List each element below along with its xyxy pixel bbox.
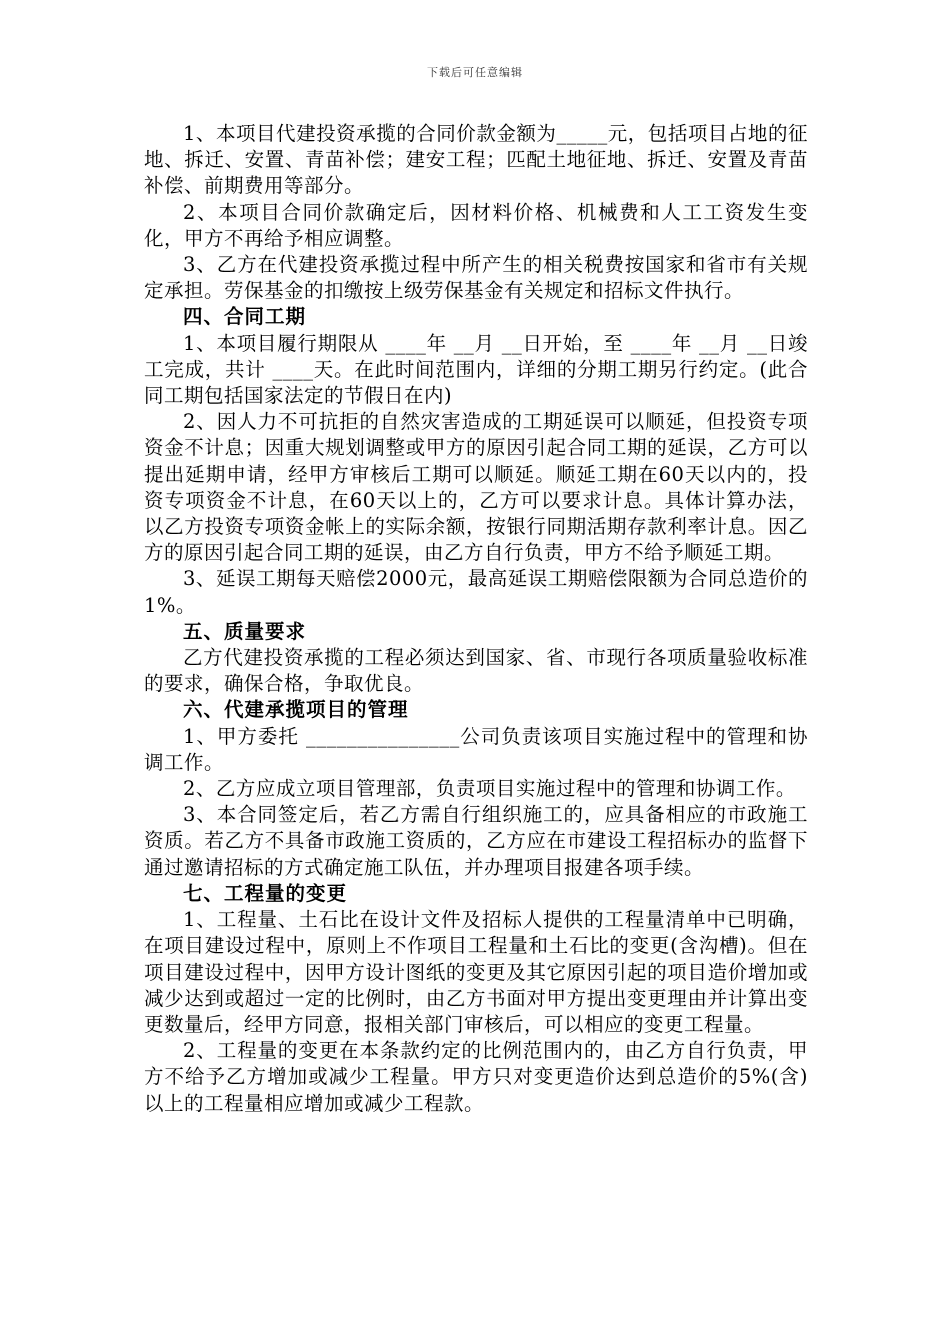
section-heading: 六、代建承揽项目的管理 — [183, 698, 409, 722]
paragraph: 乙方代建投资承揽的工程必须达到国家、省、市现行各项质量验收标准的要求，确保合格，争取优良。 — [144, 646, 808, 696]
paragraph: 3、本合同签定后，若乙方需自行组织施工的，应具备相应的市政施工资质。若乙方不具备市政施工资质的，乙方应在市建设工程招标办的监督下通过邀请招标的方式确定施工队伍，并办理项目报建各项手续。 — [144, 803, 808, 879]
paragraph: 1、工程量、土石比在设计文件及招标人提供的工程量清单中已明确，在项目建设过程中，原则上不作项目工程量和土石比的变更(含沟槽)。但在项目建设过程中，因甲方设计图纸的变更及其它原因引起的项目造价增加或减少达到或超过一定的比例时，由乙方书面对甲方提出变更理由并计算出变更数量后，经甲方同意，报相关部门审核后，可以相应的变更工程量。 — [144, 908, 808, 1036]
document-body — [144, 121, 808, 1117]
section-heading: 四、合同工期 — [183, 305, 307, 329]
paragraph: 2、本项目合同价款确定后，因材料价格、机械费和人工工资发生变化，甲方不再给予相应调整。 — [144, 200, 808, 250]
paragraph: 2、工程量的变更在本条款约定的比例范围内的，由乙方自行负责，甲方不给予乙方增加或减少工程量。甲方只对变更造价达到总造价的5%(含)以上的工程量相应增加或减少工程款。 — [144, 1039, 808, 1115]
paragraph: 3、乙方在代建投资承揽过程中所产生的相关税费按国家和省市有关规定承担。劳保基金的扣缴按上级劳保基金有关规定和招标文件执行。 — [144, 253, 808, 303]
section-heading: 五、质量要求 — [183, 619, 307, 643]
section-heading: 七、工程量的变更 — [183, 881, 348, 905]
paragraph: 1、本项目代建投资承揽的合同价款金额为_____元，包括项目占地的征地、拆迁、安置、青苗补偿；建安工程；匹配土地征地、拆迁、安置及青苗补偿、前期费用等部分。 — [144, 122, 808, 198]
paragraph: 3、延误工期每天赔偿2000元，最高延误工期赔偿限额为合同总造价的1%。 — [144, 567, 808, 617]
paragraph: 2、乙方应成立项目管理部，负责项目实施过程中的管理和协调工作。 — [183, 777, 796, 801]
header-note: 下载后可任意编辑 — [427, 66, 523, 79]
paragraph: 2、因人力不可抗拒的自然灾害造成的工期延误可以顺延，但投资专项资金不计息；因重大规划调整或甲方的原因引起合同工期的延误，乙方可以提出延期申请，经甲方审核后工期可以顺延。顺延工期在60天以内的，投资专项资金不计息，在60天以上的，乙方可以要求计息。具体计算办法，以乙方投资专项资金帐上的实际余额，按银行同期活期存款利率计息。因乙方的原因引起合同工期的延误，由乙方自行负责，甲方不给予顺延工期。 — [144, 410, 808, 565]
paragraph: 1、甲方委托 _______________公司负责该项目实施过程中的管理和协调工作。 — [144, 724, 808, 774]
paragraph: 1、本项目履行期限从 ____年 __月 __日开始，至 ____年 __月 __日竣工完成，共计 ____天。在此时间范围内，详细的分期工期另行约定。(此合同工期包括国家法定的节假日在内) — [144, 331, 808, 408]
